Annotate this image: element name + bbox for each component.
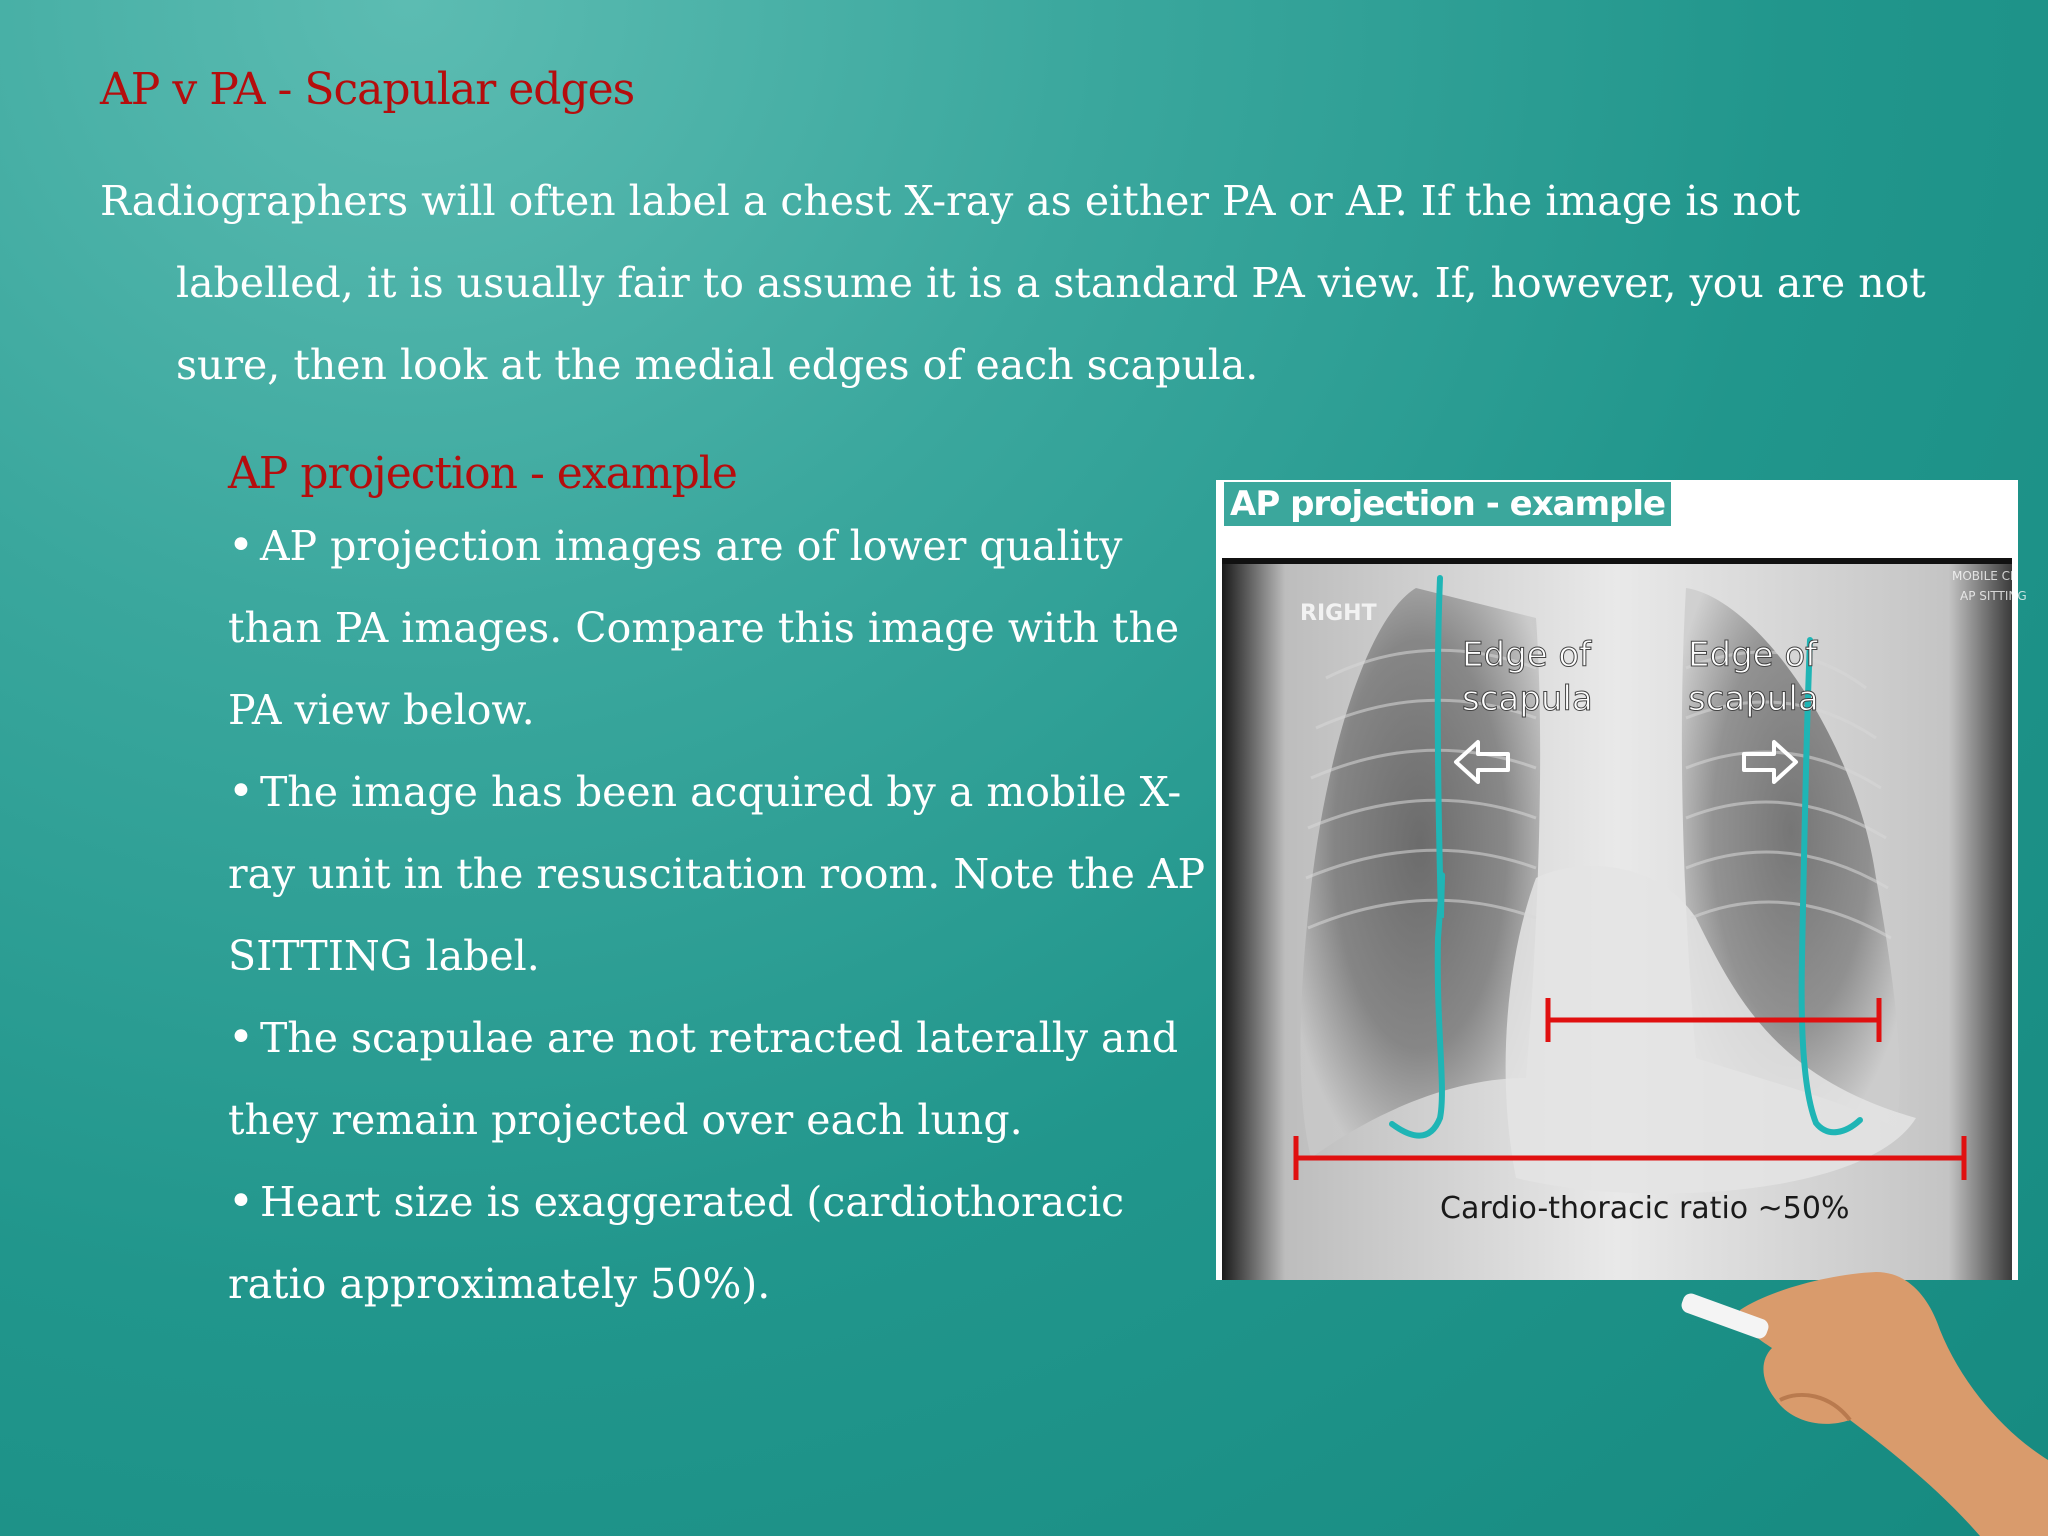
right-annotation-line1: Edge of: [1688, 635, 1818, 675]
left-annotation-line1: Edge of: [1462, 635, 1592, 675]
figure-caption: AP projection - example: [1224, 482, 1671, 526]
intro-text: Radiographers will often label a chest X-ray as either PA or AP. If the image is not labelled, it is usually fair to assume it is a standard PA view. If, however, you are not sure, then look at the medial edges of each scapula.: [100, 177, 1926, 389]
bullet-list: [228, 505, 1208, 1325]
ap-section: [228, 448, 1208, 1325]
bullet-icon: •: [228, 1176, 254, 1227]
bullet-icon: •: [228, 1012, 254, 1063]
slide-title: AP v PA - Scapular edges: [100, 64, 635, 115]
bullet-text: The image has been acquired by a mobile X-ray unit in the resuscitation room. Note the AP SITTING label.: [228, 768, 1206, 980]
list-item: [228, 751, 1208, 997]
section-heading: AP projection - example: [228, 448, 737, 499]
bullet-text: The scapulae are not retracted laterally and they remain projected over each lung.: [228, 1014, 1179, 1144]
intro-paragraph: [100, 160, 1980, 406]
left-annotation-line2: scapula: [1462, 679, 1593, 719]
chest-xray-image: [1216, 558, 2027, 1280]
right-annotation-line2: scapula: [1688, 679, 1819, 719]
bullet-icon: •: [228, 766, 254, 817]
bullet-icon: •: [228, 520, 254, 571]
bullet-text: Heart size is exaggerated (cardiothoracic ratio approximately 50%).: [228, 1178, 1125, 1308]
side-marker: RIGHT: [1300, 601, 1377, 626]
list-item: [228, 997, 1208, 1161]
corner-label-bottom: AP SITTING: [1960, 589, 2027, 603]
ratio-label: Cardio-thoracic ratio ~50%: [1440, 1191, 1850, 1226]
corner-label-top: MOBILE CR: [1952, 569, 2019, 583]
bullet-text: AP projection images are of lower quality than PA images. Compare this image with the PA view below.: [228, 522, 1180, 734]
list-item: [228, 505, 1208, 751]
list-item: [228, 1161, 1208, 1325]
hand-with-chalk: [1680, 1270, 2048, 1536]
xray-figure: [1216, 480, 2027, 1280]
